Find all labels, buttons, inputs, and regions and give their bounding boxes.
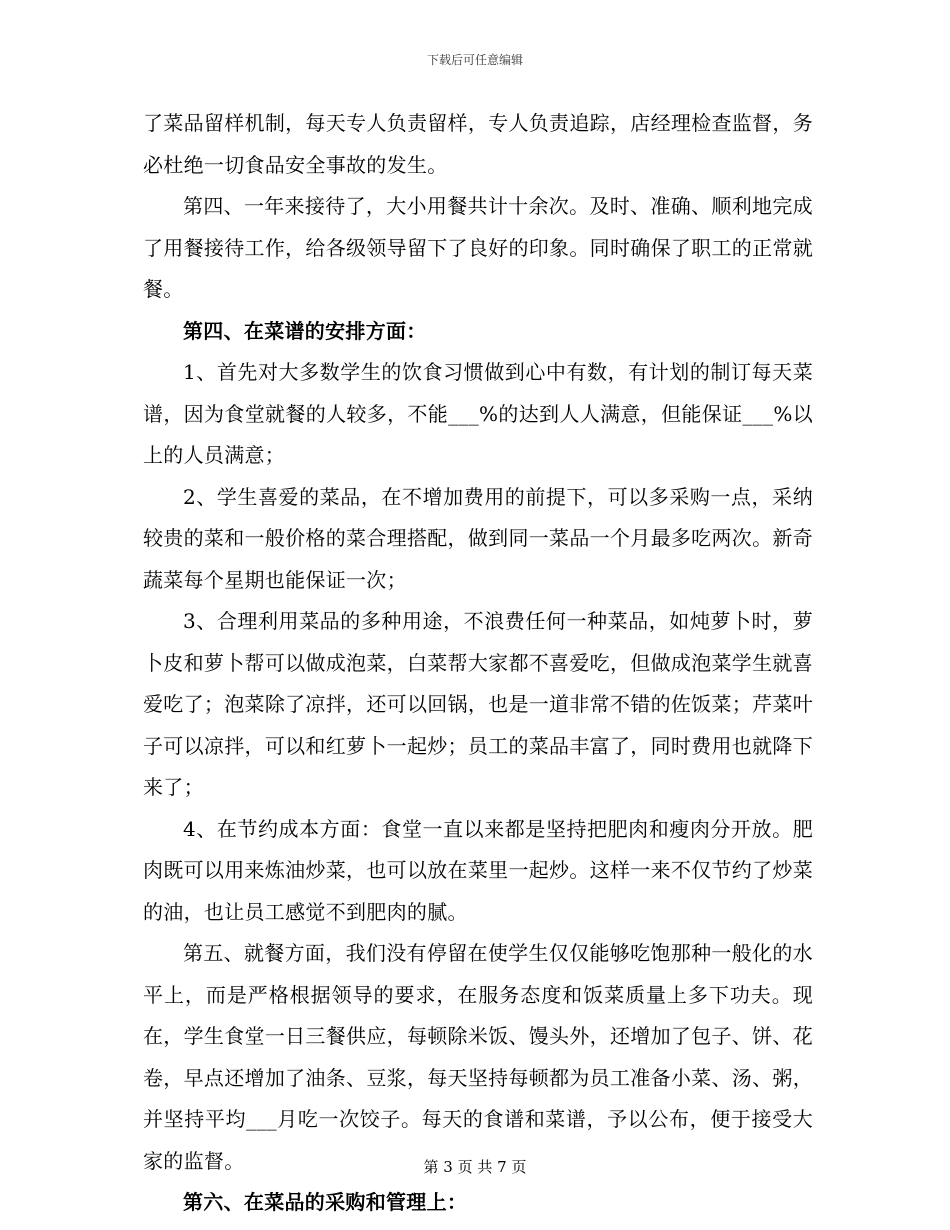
paragraph-reception: 第四、一年来接待了，大小用餐共计十余次。及时、准确、顺利地完成了用餐接待工作，给各级领导留下了良好的印象。同时确保了职工的正常就餐。 (143, 194, 813, 301)
paragraph-menu-item-3: 3、合理利用菜品的多种用途，不浪费任何一种菜品，如炖萝卜时，萝卜皮和萝卜帮可以做成泡菜，白菜帮大家都不喜爱吃，但做成泡菜学生就喜爱吃了；泡菜除了凉拌，还可以回锅，也是一道非常不错的佐饭菜；芹菜叶子可以凉拌，可以和红萝卜一起炒；员工的菜品丰富了，同时费用也就降下来了； (143, 609, 813, 799)
paragraph-dining: 第五、就餐方面，我们没有停留在使学生仅仅能够吃饱那种一般化的水平上，而是严格根据领导的要求，在服务态度和饭菜质量上多下功夫。现在，学生食堂一日三餐供应，每顿除米饭、馒头外，还增加了包子、饼、花卷，早点还增加了油条、豆浆，每天坚持每顿都为员工准备小菜、汤、粥，并坚持平均___月吃一次饺子。每天的食谱和菜谱，予以公布，便于接受大家的监督。 (143, 941, 813, 1173)
section-heading-procurement: 第六、在菜品的采购和管理上： (183, 1190, 468, 1214)
page-header: 下载后可任意编辑 (426, 53, 523, 67)
paragraph-menu-item-4: 4、在节约成本方面：食堂一直以来都是坚持把肥肉和瘦肉分开放。肥肉既可以用来炼油炒菜，也可以放在菜里一起炒。这样一来不仅节约了炒菜的油，也让员工感觉不到肥肉的腻。 (143, 816, 813, 924)
page-footer: 第 3 页 共 7 页 (423, 1158, 527, 1176)
paragraph-sample-retention: 了菜品留样机制，每天专人负责留样，专人负责追踪，店经理检查监督，务必杜绝一切食品安全事故的发生。 (143, 111, 813, 177)
document-body (143, 103, 813, 1224)
paragraph-menu-item-2: 2、学生喜爱的菜品，在不增加费用的前提下，可以多采购一点，采纳较贵的菜和一般价格的菜合理搭配，做到同一菜品一个月最多吃两次。新奇蔬菜每个星期也能保证一次； (143, 484, 813, 592)
paragraph-menu-item-1: 1、首先对大多数学生的饮食习惯做到心中有数，有计划的制订每天菜谱，因为食堂就餐的人较多，不能___%的达到人人满意，但能保证___%以上的人员满意； (143, 360, 813, 467)
section-heading-menu: 第四、在菜谱的安排方面： (183, 318, 427, 343)
